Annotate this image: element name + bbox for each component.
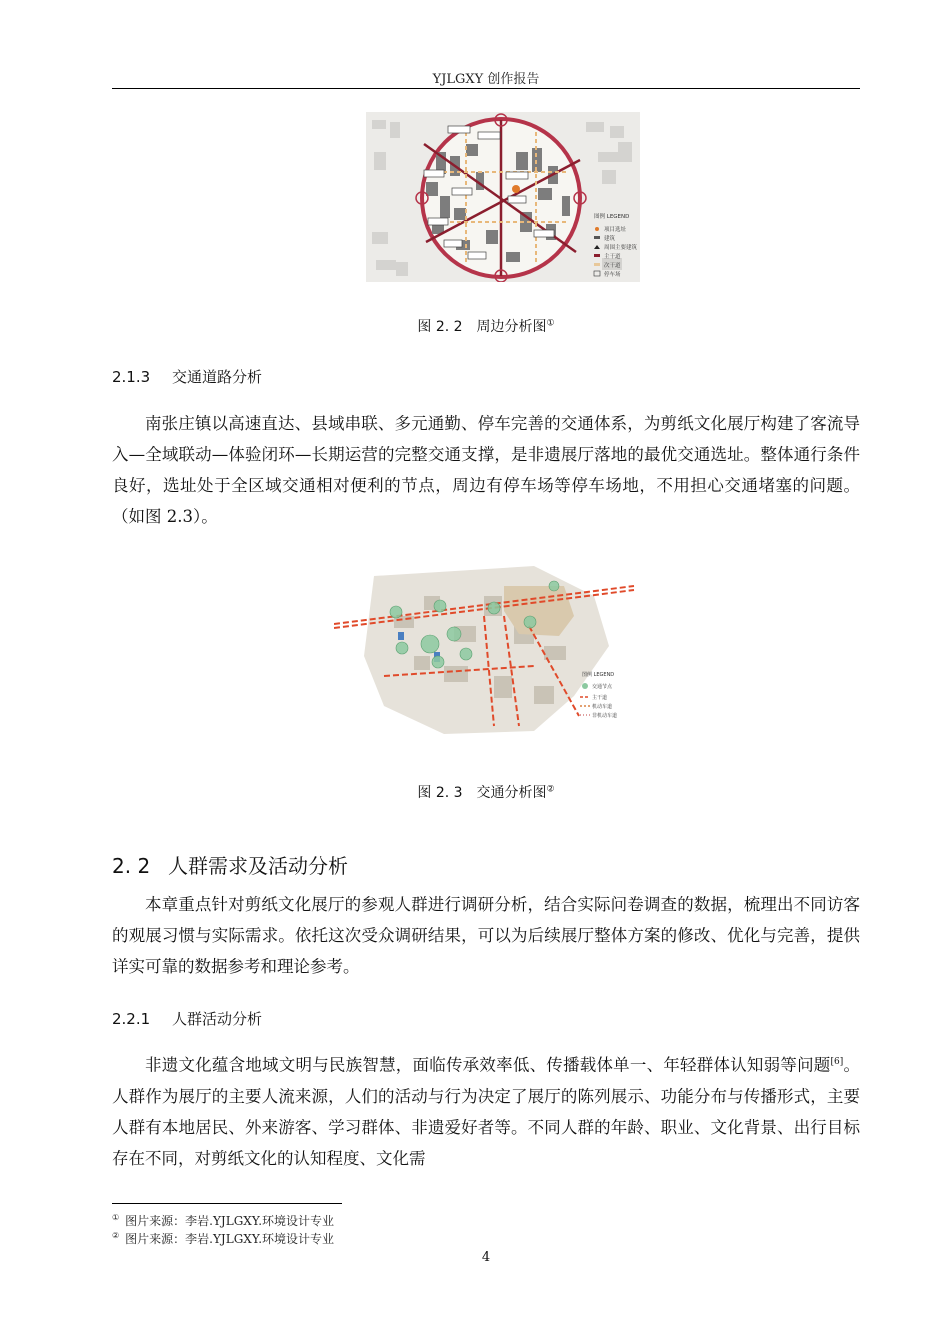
- section-number: 2.1.3: [112, 368, 151, 386]
- footnote-ref: ①: [546, 318, 555, 329]
- legend-item-non-vehicle-road: 非机动车道: [592, 713, 618, 719]
- legend-item-site: 项目选址: [604, 227, 627, 233]
- surrounding-map: [366, 112, 640, 282]
- footnote-1: [112, 1212, 334, 1229]
- legend-item-parking: 停车场: [604, 272, 621, 278]
- legend-item-main-road: 主干道: [592, 695, 608, 701]
- section-title: 交通道路分析: [172, 368, 263, 386]
- header-rule: [112, 88, 860, 89]
- legend-title: 图例 LEGEND: [594, 214, 630, 220]
- legend-title: 图例 LEGEND: [582, 672, 615, 678]
- figure-2-2-image: [366, 112, 640, 282]
- paragraph-audience: 本章重点针对剪纸文化展厅的参观人群进行调研分析，结合实际问卷调查的数据，梳理出不同访客的观展习惯与实际需求。依托这次受众调研结果，可以为后续展厅整体方案的修改、优化与完善，提供详实可靠的数据参考和理论参考。: [112, 895, 860, 976]
- section-title: 人群活动分析: [172, 1010, 263, 1028]
- footnote-text: 图片来源：李岩.YJLGXY.环境设计专业: [125, 1232, 335, 1246]
- caption-text: 图 2. 3 交通分析图: [417, 785, 547, 801]
- figure-2-3-image: [334, 556, 640, 736]
- section-number: 2.2.1: [112, 1010, 151, 1028]
- footnote-mark: ①: [112, 1213, 120, 1222]
- section-title: 人群需求及活动分析: [168, 854, 348, 878]
- legend-item-building: 建筑: [604, 236, 616, 242]
- footnote-text: 图片来源：李岩.YJLGXY.环境设计专业: [125, 1214, 335, 1228]
- paragraph-text: 非遗文化蕴含地域文明与民族智慧，面临传承效率低、传播载体单一、年轻群体认知弱等问题: [145, 1055, 831, 1075]
- paragraph-traffic: 南张庄镇以高速直达、县域串联、多元通勤、停车完善的交通体系，为剪纸文化展厅构建了客流导入—全域联动—体验闭环—长期运营的完整交通支撑，是非遗展厅落地的最优交通选址。整体通行条件良好，选址处于全区域交通相对便利的节点，周边有停车场等停车场地，不用担心交通堵塞的问题。（如图 2.3）。: [112, 414, 860, 526]
- legend-item-main-building: 周围主要建筑: [604, 245, 638, 251]
- figure-2-3-caption: [112, 782, 860, 802]
- paragraph-text-continued: 。人群作为展厅的主要人流来源，人们的活动与行为决定了展厅的陈列展示、功能分布与传播形式，主要人群有本地居民、外来游客、学习群体、非遗爱好者等。不同人群的年龄、职业、文化背景、出行目标存在不同，对剪纸文化的认知程度、文化需: [112, 1055, 861, 1168]
- caption-text: 图 2. 2 周边分析图: [417, 319, 547, 335]
- footnote-mark: ②: [112, 1231, 120, 1240]
- figure-2-2-caption: [112, 316, 860, 336]
- footnote-rule: [112, 1203, 342, 1204]
- legend-item-node: 交通节点: [592, 684, 613, 690]
- footnote-2: [112, 1230, 334, 1247]
- paragraph-crowd-activity: [112, 1047, 860, 1174]
- section-heading-2-2: [112, 850, 348, 879]
- legend-item-secondary-road: 次干道: [604, 263, 621, 269]
- legend-item-vehicle-road: 机动车道: [592, 704, 613, 710]
- footnote-ref: ②: [546, 784, 555, 795]
- legend-item-main-road: 主干道: [604, 254, 621, 260]
- page-number: 4: [481, 1250, 491, 1265]
- citation-ref: [6]: [830, 1057, 844, 1067]
- page-header: YJLGXY 创作报告: [432, 72, 540, 87]
- section-heading-2-2-1: [112, 1008, 262, 1029]
- traffic-map: [334, 556, 640, 736]
- section-number: 2. 2: [112, 854, 151, 878]
- section-heading-2-1-3: [112, 366, 262, 387]
